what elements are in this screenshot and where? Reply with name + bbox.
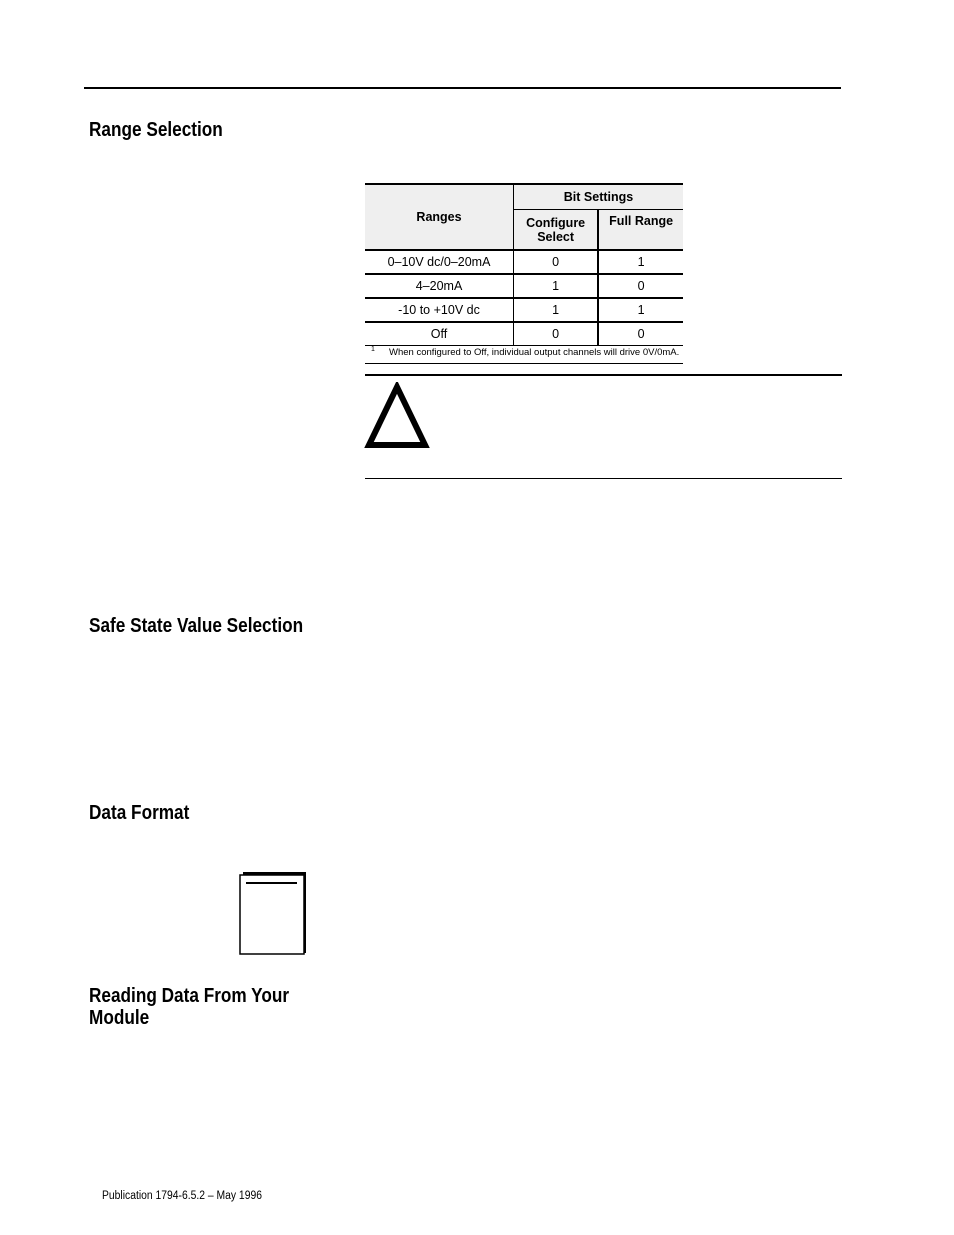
column-header-bit-settings: Bit Settings: [514, 184, 684, 210]
warning-triangle-icon: [364, 382, 430, 450]
column-header-full-range: Full Range: [598, 210, 683, 250]
table-row: [365, 298, 683, 322]
configure-select-line1: Configure: [526, 215, 586, 230]
cell-range: 4–20mA: [365, 274, 514, 298]
document-icon: [239, 870, 309, 956]
publication-footer: Publication 1794-6.5.2 – May 1996: [102, 1190, 262, 1202]
heading-data-format: Data Format: [89, 802, 190, 824]
cell-full-range: 0: [598, 322, 683, 346]
cell-full-range: 0: [598, 274, 683, 298]
attention-top-rule: [365, 374, 842, 376]
footnote-marker: 1: [371, 346, 375, 353]
table-row: [365, 322, 683, 346]
heading-reading-data-line1: Reading Data From Your: [89, 985, 290, 1007]
cell-full-range: 1: [598, 298, 683, 322]
attention-bottom-rule: [365, 478, 842, 479]
table-row: [365, 250, 683, 274]
table-row: [365, 274, 683, 298]
heading-range-selection: Range Selection: [89, 119, 223, 141]
column-header-ranges: Ranges: [365, 184, 514, 250]
cell-full-range: 1: [598, 250, 683, 274]
cell-range: 0–10V dc/0–20mA: [365, 250, 514, 274]
range-table: [365, 183, 683, 346]
cell-range: Off: [365, 322, 514, 346]
heading-safe-state-value-selection: Safe State Value Selection: [89, 615, 304, 637]
footnote-text: When configured to Off, individual output channels will drive 0V/0mA.: [389, 347, 680, 358]
cell-range: -10 to +10V dc: [365, 298, 514, 322]
top-rule: [84, 87, 841, 89]
cell-configure-select: 1: [514, 274, 599, 298]
cell-configure-select: 0: [514, 322, 599, 346]
heading-reading-data: [89, 985, 289, 1029]
configure-select-line2: Select: [537, 229, 575, 244]
cell-configure-select: 1: [514, 298, 599, 322]
column-header-configure-select: [514, 210, 599, 250]
cell-configure-select: 0: [514, 250, 599, 274]
table-footnote: [365, 345, 683, 364]
heading-reading-data-line2: Module: [89, 1007, 150, 1029]
